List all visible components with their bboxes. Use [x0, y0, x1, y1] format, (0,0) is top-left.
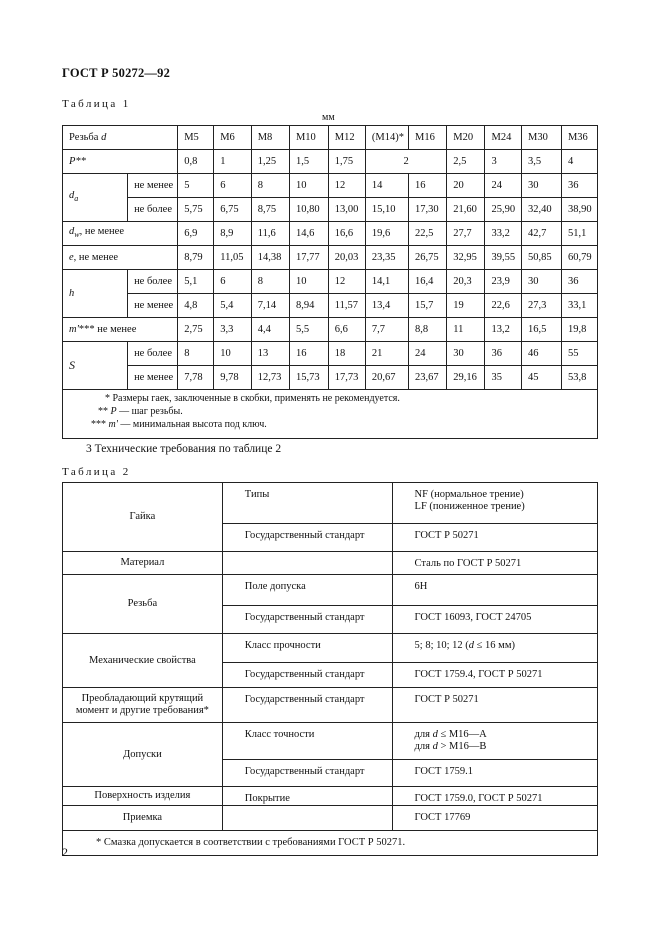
table-row [63, 246, 598, 270]
param-value: 5; 8; 10; 12 (d ≤ 16 мм) [392, 634, 597, 663]
value-cell: 23,9 [485, 270, 522, 294]
value-cell: 7,7 [365, 318, 408, 342]
section-title: 3 Технические требования по таблице 2 [86, 443, 282, 455]
pitch-label: P** [63, 150, 178, 174]
value-cell: 26,75 [408, 246, 446, 270]
value-cell: 14,38 [251, 246, 289, 270]
param-name: Государственный стандарт [222, 688, 392, 723]
value-cell: 11,05 [214, 246, 252, 270]
param-name: Государственный стандарт [222, 760, 392, 787]
value-cell: 23,67 [408, 366, 446, 390]
value-cell: 60,79 [561, 246, 597, 270]
value-cell: 8,75 [251, 198, 289, 222]
param-value: для d ≤ M16—A для d > M16—B [392, 723, 597, 760]
param-name [222, 806, 392, 831]
table-row [63, 575, 598, 606]
value-cell: 6,75 [214, 198, 252, 222]
value-cell: 39,55 [485, 246, 522, 270]
value-cell: 5 [178, 174, 214, 198]
pitch-cell: 2 [365, 150, 446, 174]
value-cell: 17,77 [289, 246, 328, 270]
value-cell: 4,8 [178, 294, 214, 318]
value-cell: 46 [522, 342, 562, 366]
value-cell: 29,16 [447, 366, 485, 390]
value-cell: 33,1 [561, 294, 597, 318]
da-max-label: не более [128, 198, 178, 222]
value-cell: 16,4 [408, 270, 446, 294]
value-cell: 18 [328, 342, 365, 366]
value-cell: 11 [447, 318, 485, 342]
value-cell: 51,1 [561, 222, 597, 246]
pitch-cell: 3,5 [522, 150, 562, 174]
value-cell: 19 [447, 294, 485, 318]
pitch-cell: 1,5 [289, 150, 328, 174]
value-cell: 13,00 [328, 198, 365, 222]
m-label: m'*** не менее [63, 318, 178, 342]
size-cell: M10 [289, 126, 328, 150]
value-cell: 2,75 [178, 318, 214, 342]
value-cell: 22,6 [485, 294, 522, 318]
value-cell: 24 [408, 342, 446, 366]
table-row [63, 634, 598, 663]
value-cell: 15,10 [365, 198, 408, 222]
value-cell: 21 [365, 342, 408, 366]
param-label: Механические свойства [63, 634, 223, 688]
table2 [62, 482, 598, 856]
h-min-label: не менее [128, 294, 178, 318]
value-cell: 20,3 [447, 270, 485, 294]
table-row [63, 342, 598, 366]
note-1: * Размеры гаек, заключенные в скобки, применять не рекомендуется. [105, 393, 400, 404]
param-name: Государственный стандарт [222, 663, 392, 688]
value-cell: 14,1 [365, 270, 408, 294]
param-value: ГОСТ 1759.0, ГОСТ Р 50271 [392, 787, 597, 806]
value-cell: 17,73 [328, 366, 365, 390]
table1 [62, 125, 598, 439]
value-cell: 14 [365, 174, 408, 198]
page-number: 2 [62, 845, 68, 859]
table-row [63, 222, 598, 246]
value-cell: 8,94 [289, 294, 328, 318]
value-cell: 13,4 [365, 294, 408, 318]
value-cell: 27,3 [522, 294, 562, 318]
value-cell: 5,4 [214, 294, 252, 318]
value-cell: 16 [408, 174, 446, 198]
pitch-cell: 0,8 [178, 150, 214, 174]
value-cell: 10,80 [289, 198, 328, 222]
value-cell: 8 [251, 270, 289, 294]
h-max-label: не более [128, 270, 178, 294]
value-cell: 15,7 [408, 294, 446, 318]
table2-footnote: * Смазка допускается в соответствии с требованиями ГОСТ Р 50271. [63, 831, 598, 856]
param-value: 6H [392, 575, 597, 606]
value-cell: 20 [447, 174, 485, 198]
pitch-cell: 3 [485, 150, 522, 174]
param-name: Класс прочности [222, 634, 392, 663]
param-label: Поверхность изделия [63, 787, 223, 806]
param-value: NF (нормальное трение) LF (пониженное трение) [392, 483, 597, 524]
value-cell: 38,90 [561, 198, 597, 222]
value-cell: 19,8 [561, 318, 597, 342]
value-cell: 8,9 [214, 222, 252, 246]
param-value: ГОСТ Р 50271 [392, 688, 597, 723]
value-cell: 20,67 [365, 366, 408, 390]
table2-caption: Таблица 2 [62, 466, 131, 478]
size-cell: M12 [328, 126, 365, 150]
value-cell: 6 [214, 174, 252, 198]
value-cell: 16,6 [328, 222, 365, 246]
da-min-label: не менее [128, 174, 178, 198]
value-cell: 27,7 [447, 222, 485, 246]
param-value: ГОСТ 1759.1 [392, 760, 597, 787]
table-row [63, 318, 598, 342]
s-label: S [63, 342, 128, 390]
value-cell: 13,2 [485, 318, 522, 342]
table-row [63, 198, 598, 222]
param-value: ГОСТ 16093, ГОСТ 24705 [392, 606, 597, 634]
value-cell: 24 [485, 174, 522, 198]
value-cell: 20,03 [328, 246, 365, 270]
pitch-cell: 1,75 [328, 150, 365, 174]
value-cell: 36 [485, 342, 522, 366]
value-cell: 16 [289, 342, 328, 366]
param-label: Преобладающий крутящий момент и другие требования* [63, 688, 223, 723]
table-row [63, 270, 598, 294]
size-cell: M6 [214, 126, 252, 150]
table-row [63, 174, 598, 198]
value-cell: 6 [214, 270, 252, 294]
table-row [63, 366, 598, 390]
value-cell: 53,8 [561, 366, 597, 390]
value-cell: 23,35 [365, 246, 408, 270]
size-cell: M30 [522, 126, 562, 150]
value-cell: 11,57 [328, 294, 365, 318]
param-name: Класс точности [222, 723, 392, 760]
table-row [63, 787, 598, 806]
value-cell: 45 [522, 366, 562, 390]
param-value: ГОСТ 17769 [392, 806, 597, 831]
note-2: ** P — шаг резьбы. [98, 406, 183, 417]
value-cell: 10 [289, 270, 328, 294]
value-cell: 11,6 [251, 222, 289, 246]
note-3: *** m' — минимальная высота под ключ. [91, 419, 267, 430]
value-cell: 8 [178, 342, 214, 366]
param-name: Государственный стандарт [222, 524, 392, 552]
table1-caption: Таблица 1 [62, 98, 131, 110]
da-label: $d_a$ [63, 174, 128, 222]
table-notes-row [63, 390, 598, 439]
value-cell: 19,6 [365, 222, 408, 246]
param-value: ГОСТ Р 50271 [392, 524, 597, 552]
value-cell: 15,73 [289, 366, 328, 390]
param-name: Покрытие [222, 787, 392, 806]
value-cell: 32,40 [522, 198, 562, 222]
value-cell: 5,1 [178, 270, 214, 294]
value-cell: 6,6 [328, 318, 365, 342]
value-cell: 14,6 [289, 222, 328, 246]
value-cell: 12 [328, 174, 365, 198]
e-label: e, не менее [63, 246, 178, 270]
table-row [63, 688, 598, 723]
value-cell: 5,75 [178, 198, 214, 222]
value-cell: 8 [251, 174, 289, 198]
param-name: Поле допуска [222, 575, 392, 606]
value-cell: 4,4 [251, 318, 289, 342]
size-cell: M16 [408, 126, 446, 150]
value-cell: 33,2 [485, 222, 522, 246]
value-cell: 7,14 [251, 294, 289, 318]
value-cell: 5,5 [289, 318, 328, 342]
value-cell: 21,60 [447, 198, 485, 222]
param-label: Материал [63, 552, 223, 575]
size-cell: M36 [561, 126, 597, 150]
s-min-label: не менее [128, 366, 178, 390]
table-row [63, 294, 598, 318]
pitch-cell: 1,25 [251, 150, 289, 174]
size-cell: M24 [485, 126, 522, 150]
value-cell: 55 [561, 342, 597, 366]
table-row [63, 126, 598, 150]
param-name [222, 552, 392, 575]
h-label: h [63, 270, 128, 318]
param-value: Сталь по ГОСТ Р 50271 [392, 552, 597, 575]
param-label: Допуски [63, 723, 223, 787]
pitch-cell: 1 [214, 150, 252, 174]
value-cell: 6,9 [178, 222, 214, 246]
value-cell: 42,7 [522, 222, 562, 246]
value-cell: 9,78 [214, 366, 252, 390]
value-cell: 17,30 [408, 198, 446, 222]
value-cell: 16,5 [522, 318, 562, 342]
value-cell: 10 [214, 342, 252, 366]
document-header: ГОСТ Р 50272—92 [62, 66, 171, 80]
dw-label: $d_w$, не менее [63, 222, 178, 246]
param-name: Типы [222, 483, 392, 524]
param-label: Гайка [63, 483, 223, 552]
value-cell: 30 [522, 174, 562, 198]
value-cell: 22,5 [408, 222, 446, 246]
value-cell: 35 [485, 366, 522, 390]
value-cell: 10 [289, 174, 328, 198]
table-row [63, 806, 598, 831]
value-cell: 25,90 [485, 198, 522, 222]
value-cell: 12,73 [251, 366, 289, 390]
value-cell: 30 [447, 342, 485, 366]
value-cell: 32,95 [447, 246, 485, 270]
value-cell: 8,8 [408, 318, 446, 342]
size-cell: M5 [178, 126, 214, 150]
value-cell: 30 [522, 270, 562, 294]
value-cell: 36 [561, 174, 597, 198]
table-row [63, 150, 598, 174]
table1-notes [63, 390, 598, 439]
value-cell: 50,85 [522, 246, 562, 270]
s-max-label: не более [128, 342, 178, 366]
size-cell: M20 [447, 126, 485, 150]
param-value: ГОСТ 1759.4, ГОСТ Р 50271 [392, 663, 597, 688]
value-cell: 12 [328, 270, 365, 294]
table-row [63, 483, 598, 524]
table-notes-row [63, 831, 598, 856]
value-cell: 7,78 [178, 366, 214, 390]
pitch-cell: 2,5 [447, 150, 485, 174]
size-cell: M8 [251, 126, 289, 150]
table1-unit: мм [322, 112, 335, 123]
pitch-cell: 4 [561, 150, 597, 174]
size-cell: (M14)* [365, 126, 408, 150]
value-cell: 3,3 [214, 318, 252, 342]
thread-header: Резьба d [63, 126, 178, 150]
param-label: Приемка [63, 806, 223, 831]
table-row [63, 552, 598, 575]
param-name: Государственный стандарт [222, 606, 392, 634]
value-cell: 13 [251, 342, 289, 366]
param-label: Резьба [63, 575, 223, 634]
value-cell: 36 [561, 270, 597, 294]
value-cell: 8,79 [178, 246, 214, 270]
table-row [63, 723, 598, 760]
